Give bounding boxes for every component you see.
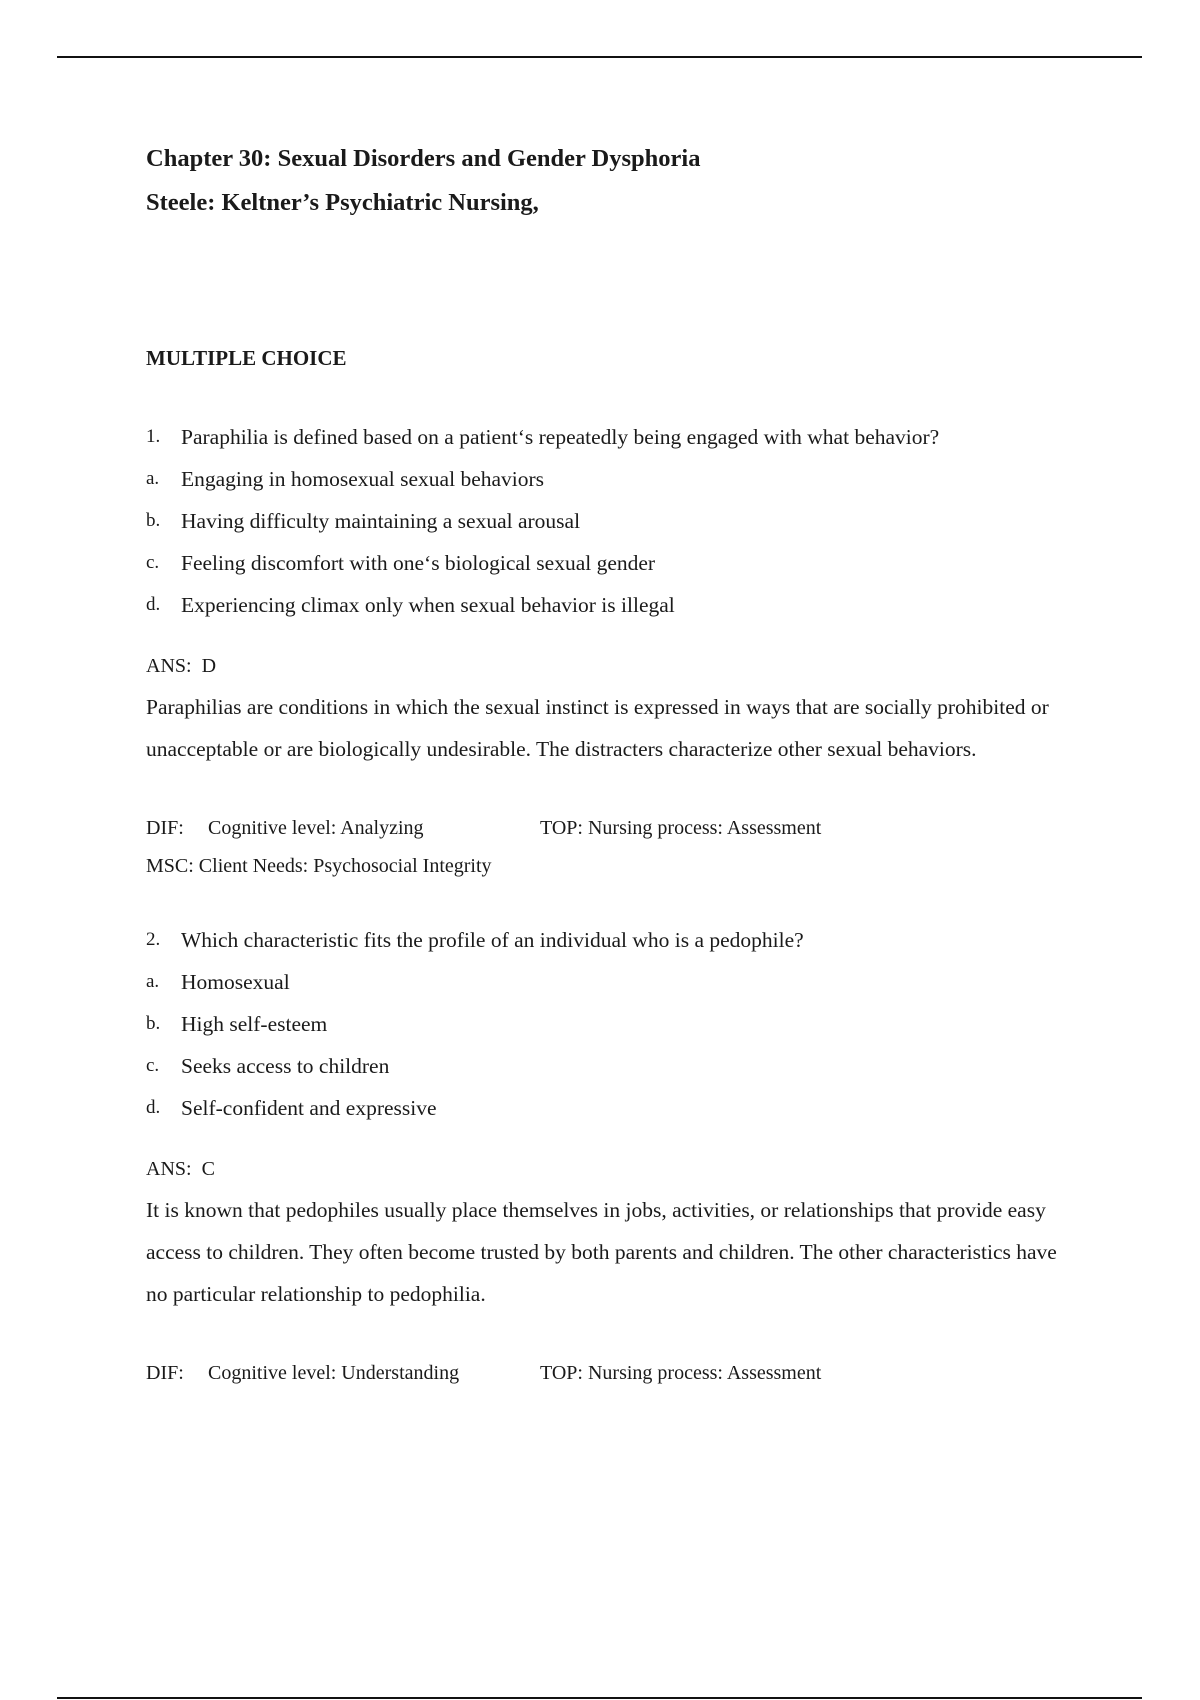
option-letter: a. bbox=[146, 971, 160, 992]
answer-label: ANS: bbox=[146, 1158, 192, 1180]
document-page bbox=[146, 142, 1076, 1387]
option-c bbox=[146, 548, 1076, 590]
option-c bbox=[146, 1051, 1076, 1093]
question-2 bbox=[146, 925, 1076, 1387]
section-heading: MULTIPLE CHOICE bbox=[146, 346, 347, 370]
option-d bbox=[146, 1093, 1076, 1135]
question-text: Paraphilia is defined based on a patient‘s repeatedly being engaged with what behavior? bbox=[181, 425, 940, 449]
top-rule bbox=[57, 56, 1142, 58]
metadata-line bbox=[146, 1359, 1076, 1387]
option-letter: a. bbox=[146, 468, 160, 489]
question-text: Which characteristic fits the profile of an individual who is a pedophile? bbox=[181, 928, 804, 952]
option-text: Feeling discomfort with one‘s biological sexual gender bbox=[181, 551, 656, 575]
option-a bbox=[146, 464, 1076, 506]
bottom-rule bbox=[57, 1697, 1142, 1699]
msc-value: MSC: Client Needs: Psychosocial Integrity bbox=[146, 855, 492, 877]
answer-label: ANS: bbox=[146, 655, 192, 677]
option-text: Engaging in homosexual sexual behaviors bbox=[181, 467, 545, 491]
answer-value: C bbox=[201, 1158, 215, 1180]
option-letter: b. bbox=[146, 510, 161, 531]
option-b bbox=[146, 506, 1076, 548]
question-number: 2. bbox=[146, 929, 161, 950]
option-letter: d. bbox=[146, 594, 161, 615]
dif-value: Cognitive level: Understanding bbox=[208, 1362, 460, 1384]
option-letter: d. bbox=[146, 1097, 161, 1118]
answer-value: D bbox=[201, 655, 217, 677]
option-text: Having difficulty maintaining a sexual arousal bbox=[181, 509, 581, 533]
option-text: Homosexual bbox=[181, 970, 290, 994]
option-d bbox=[146, 590, 1076, 632]
option-letter: c. bbox=[146, 552, 160, 573]
topic-value: TOP: Nursing process: Assessment bbox=[540, 817, 822, 839]
rationale: Paraphilias are conditions in which the sexual instinct is expressed in ways that are socially prohibited or unacceptable or are biologically undesirable. The distracters characterize other sexual behaviors. bbox=[146, 695, 1049, 761]
question-stem bbox=[146, 422, 1076, 464]
option-text: Experiencing climax only when sexual behavior is illegal bbox=[181, 593, 675, 617]
question-stem bbox=[146, 925, 1076, 967]
dif-value: Cognitive level: Analyzing bbox=[208, 817, 424, 839]
option-text: High self-esteem bbox=[181, 1012, 328, 1036]
question-1 bbox=[146, 422, 1076, 880]
metadata-line bbox=[146, 814, 1076, 842]
option-letter: b. bbox=[146, 1013, 161, 1034]
question-number: 1. bbox=[146, 426, 161, 447]
option-letter: c. bbox=[146, 1055, 160, 1076]
rationale: It is known that pedophiles usually place themselves in jobs, activities, or relationships that provide easy access to children. They often become trusted by both parents and children. The other characteristics have no particular relationship to pedophilia. bbox=[146, 1198, 1057, 1306]
option-b bbox=[146, 1009, 1076, 1051]
option-a bbox=[146, 967, 1076, 1009]
option-text: Seeks access to children bbox=[181, 1054, 390, 1078]
answer-line bbox=[146, 652, 1076, 680]
book-title: Steele: Keltner’s Psychiatric Nursing, bbox=[146, 189, 539, 216]
chapter-title: Chapter 30: Sexual Disorders and Gender Dysphoria bbox=[146, 145, 701, 172]
answer-line bbox=[146, 1155, 1076, 1183]
dif-label: DIF: bbox=[146, 1362, 184, 1384]
topic-value: TOP: Nursing process: Assessment bbox=[540, 1362, 822, 1384]
dif-label: DIF: bbox=[146, 817, 184, 839]
option-text: Self-confident and expressive bbox=[181, 1096, 437, 1120]
